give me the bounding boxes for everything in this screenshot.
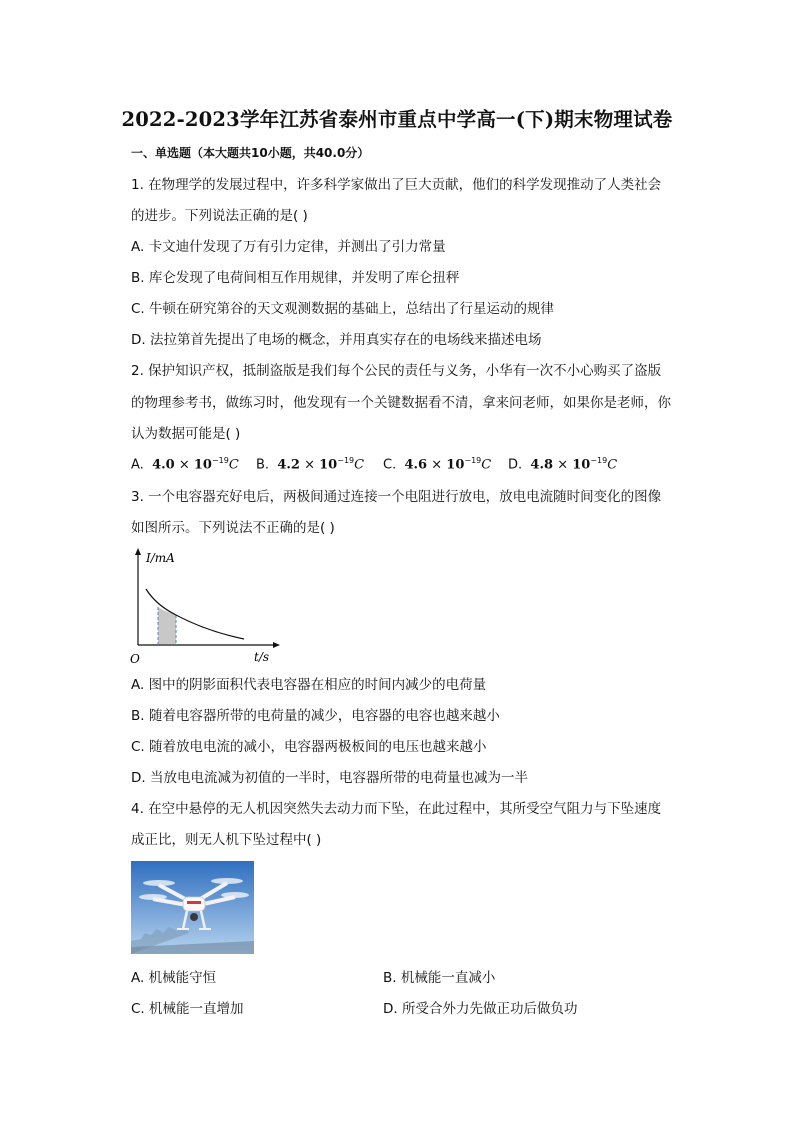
- section-heading: 一、单选题（本大题共10小题，共40.0分）: [131, 146, 370, 160]
- option-mantissa: 4.0: [152, 457, 175, 473]
- q3-stem-line1: 3. 一个电容器充好电后，两极间通过连接一个电阻进行放电，放电电流随时间变化的图像: [131, 489, 662, 505]
- option-exponent: −19: [464, 456, 482, 465]
- q1-option-c: C. 牛顿在研究第谷的天文观测数据的基础上，总结出了行星运动的规律: [131, 301, 555, 317]
- q4-option-a: A. 机械能守恒: [131, 970, 217, 986]
- option-mantissa: 4.2: [277, 457, 300, 473]
- shaded-area: [158, 607, 176, 644]
- q4-option-c: C. 机械能一直增加: [131, 1001, 244, 1017]
- option-unit: C: [481, 457, 492, 473]
- discharge-current-graph: [126, 545, 286, 667]
- q3-option-b: B. 随着电容器所带的电荷量的减少，电容器的电容也越来越小: [131, 708, 500, 724]
- q2-option-b: [256, 456, 364, 472]
- option-letter: B.: [256, 457, 270, 473]
- option-exponent: −19: [337, 456, 355, 465]
- q1-stem-line1: 1. 在物理学的发展过程中，许多科学家做出了巨大贡献，他们的科学发现推动了人类社会: [131, 177, 662, 193]
- q2-option-c: [383, 456, 491, 472]
- option-letter: D.: [508, 457, 523, 473]
- option-letter: A.: [131, 457, 144, 473]
- q2-option-a: [131, 456, 239, 472]
- option-unit: C: [228, 457, 239, 473]
- option-letter: C.: [383, 457, 397, 473]
- origin-label: O: [130, 652, 140, 666]
- option-base: 10: [193, 457, 212, 473]
- q4-stem-line2: 成正比，则无人机下坠过程中( ): [131, 832, 322, 848]
- y-axis-arrow: [135, 548, 141, 555]
- q3-option-c: C. 随着放电电流的减小，电容器两极板间的电压也越来越小: [131, 739, 487, 755]
- option-mantissa: 4.8: [530, 457, 554, 473]
- option-base: 10: [446, 457, 465, 473]
- q2-stem-line1: 2. 保护知识产权，抵制盗版是我们每个公民的责任与义务，小华有一次不小心购买了盗版: [131, 363, 662, 379]
- q2-option-d: [508, 456, 617, 472]
- times-sign: ×: [304, 457, 315, 473]
- x-axis-arrow: [273, 642, 280, 648]
- q3-option-d: D. 当放电电流减为初值的一半时，电容器所带的电荷量也减为一半: [131, 770, 528, 786]
- times-sign: ×: [557, 457, 569, 473]
- option-exponent: −19: [211, 456, 229, 465]
- option-unit: C: [354, 457, 365, 473]
- y-axis-label: I/mA: [146, 551, 175, 565]
- q4-option-d: D. 所受合外力先做正功后做负功: [383, 1001, 578, 1017]
- q4-option-b: B. 机械能一直减小: [383, 970, 496, 986]
- option-base: 10: [319, 457, 338, 473]
- q1-option-d: D. 法拉第首先提出了电场的概念，并用真实存在的电场线来描述电场: [131, 332, 542, 348]
- q1-option-a: A. 卡文迪什发现了万有引力定律，并测出了引力常量: [131, 239, 446, 255]
- option-mantissa: 4.6: [404, 457, 428, 473]
- option-base: 10: [572, 457, 591, 473]
- drone-accent: [187, 901, 201, 904]
- q3-stem-line2: 如图所示。下列说法不正确的是( ): [131, 520, 335, 536]
- q1-option-b: B. 库仑发现了电荷间相互作用规律，并发明了库仑扭秤: [131, 270, 460, 286]
- drone-photo: [131, 861, 254, 954]
- exam-title: 2022-2023学年江苏省泰州市重点中学高一(下)期末物理试卷: [121, 108, 673, 131]
- q3-option-a: A. 图中的阴影面积代表电容器在相应的时间内减少的电荷量: [131, 677, 487, 693]
- times-sign: ×: [178, 457, 190, 473]
- q1-stem-line2: 的进步。下列说法正确的是( ): [131, 208, 308, 224]
- option-exponent: −19: [590, 456, 608, 465]
- q2-stem-line2: 的物理参考书，做练习时，他发现有一个关键数据看不清，拿来问老师，如果你是老师，你: [131, 395, 671, 411]
- q2-stem-line3: 认为数据可能是( ): [131, 426, 241, 442]
- times-sign: ×: [431, 457, 443, 473]
- x-axis-label: t/s: [254, 650, 270, 664]
- drone-camera: [190, 913, 198, 921]
- q4-stem-line1: 4. 在空中悬停的无人机因突然失去动力而下坠，在此过程中，其所受空气阻力与下坠速度: [131, 801, 662, 817]
- option-unit: C: [607, 457, 618, 473]
